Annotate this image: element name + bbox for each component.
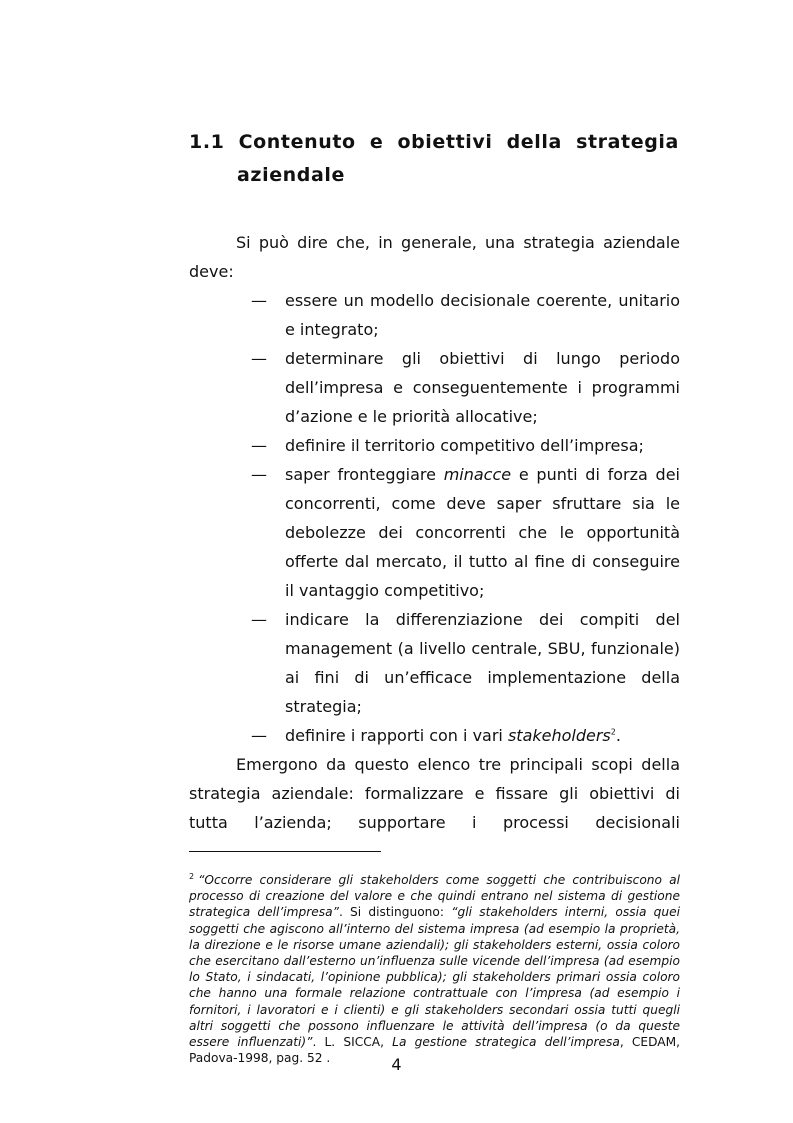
footnote-publisher: , CEDAM, Padova-1998, pag. 52 . [189, 1035, 681, 1066]
heading-word: strategia [576, 131, 679, 153]
emphasis: minacce [443, 465, 512, 484]
heading-word: della [506, 131, 562, 153]
footnote-mark: 2 [189, 871, 195, 881]
list-item-text: determinare gli obiettivi di lungo periodo dell’impresa e conseguentemente i programmi d’azione e le priorità allocative; [285, 349, 680, 426]
footnote-text: . [312, 1035, 317, 1050]
footnote-ref[interactable]: 2 [610, 727, 616, 737]
heading-word: obiettivi [397, 131, 493, 153]
dash-bullet: — [251, 610, 267, 629]
heading-word: e [369, 131, 384, 153]
list-item-text [285, 721, 680, 750]
page-number: 4 [391, 1055, 402, 1074]
footnote [189, 872, 680, 1066]
list-item-text [285, 460, 680, 605]
dash-bullet: — [251, 465, 267, 484]
footnote-text: . Si distinguono: [338, 905, 452, 920]
emphasis: stakeholders [507, 726, 611, 745]
text-run: e punti di forza dei concorrenti, come deve saper sfruttare sia le debolezze dei concorrenti che le opportunità offerte dal mercato, il tutto al fine di conseguire il vantaggio competitivo; [285, 465, 680, 600]
text-run: definire i rapporti con i vari [285, 726, 508, 745]
list-item [189, 460, 680, 605]
requirements-list [189, 286, 680, 750]
list-item [189, 605, 680, 721]
closing-paragraph: Emergono da questo elenco tre principali scopi della strategia aziendale: formalizzare e fissare gli obiettivi di tutta l’azienda; supportare i processi decisionali [189, 755, 680, 832]
body-text [189, 228, 680, 837]
footnote-separator [189, 851, 381, 852]
list-item [189, 431, 680, 460]
footnote-quote: “gli stakeholders interni, ossia quei soggetti che agiscono all’interno del sistema impresa (ad esempio la proprietà, la direzione e le risorse umane aziendali); gli stakeholders esterni, ossia coloro che esercitano dall’esterno un’influenza sulle vicende dell’impresa (ad esempio lo Stato, i sindacati, l’opinione pubblica); gli stakeholders primari ossia coloro che hanno una formale relazione contrattuale con l’impresa (ad esempio i fornitori, i lavoratori e i clienti) e gli stakeholders secondari ossia tutti quegli altri soggetti che possono influenzare le attività dell’impresa (o da queste essere influenzati)” [189, 905, 681, 1050]
heading-word: Contenuto [238, 131, 356, 153]
dash-bullet: — [251, 349, 267, 368]
footnote-author: L. SICCA, [324, 1035, 393, 1050]
section-heading [189, 127, 679, 193]
list-item-text: indicare la differenziazione dei compiti del management (a livello centrale, SBU, funzionale) ai fini di un’efficace implementazione della strategia; [285, 610, 680, 716]
heading-word: aziendale [237, 164, 346, 186]
list-item [189, 344, 680, 431]
footnote-book-title: La gestione strategica dell’impresa [392, 1035, 620, 1050]
list-item [189, 286, 680, 344]
text-run: saper fronteggiare [285, 465, 444, 484]
intro-paragraph: Si può dire che, in generale, una strategia aziendale deve: [189, 233, 680, 281]
dash-bullet: — [251, 726, 267, 745]
dash-bullet: — [251, 291, 267, 310]
text-run: . [615, 726, 621, 745]
list-item-text: definire il territorio competitivo dell’impresa; [285, 436, 644, 455]
section-number: 1.1 [189, 131, 225, 153]
dash-bullet: — [251, 436, 267, 455]
footnote-quote: “Occorre considerare gli stakeholders come soggetti che contribuiscono al processo di creazione del valore e che quindi entrano nel sistema di gestione strategica dell’impresa” [189, 873, 680, 920]
list-item [189, 721, 680, 750]
list-item-text: essere un modello decisionale coerente, unitario e integrato; [285, 291, 680, 339]
